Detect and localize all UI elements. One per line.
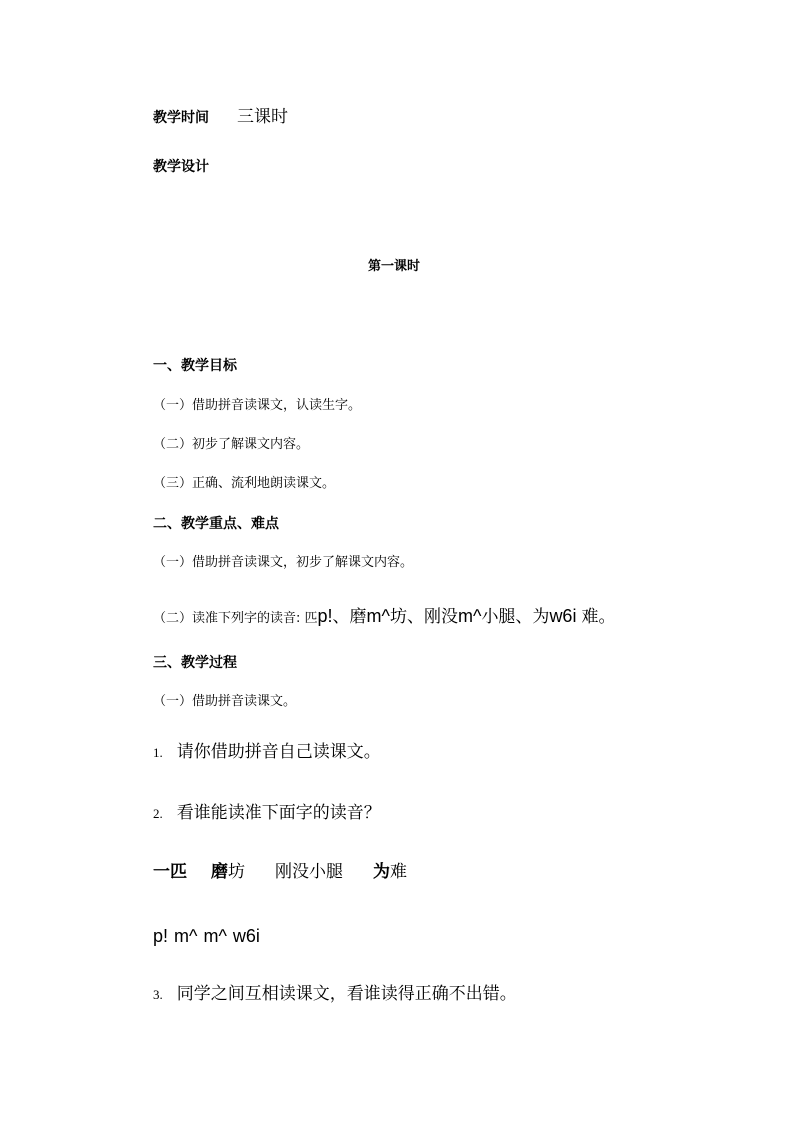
lesson-title: 第一课时 [368,259,421,274]
word-2-rest: 坊 [228,862,245,882]
section2-item-1: （一）借助拼音读课文，初步了解课文内容。 [153,555,414,570]
pronunciation-text-3: 小腿、为 [481,607,550,627]
pinyin-4: w6i [549,606,577,626]
step-2 [153,805,381,822]
word-4-rest: 难 [390,862,407,882]
step-3 [153,986,517,1003]
pronunciation-text-2: 坊、刚没 [389,607,458,627]
pinyin-1: p! [317,606,333,626]
section1-item-3: （三）正确、流利地朗读课文。 [153,476,336,491]
pronunciation-prefix: （二）读准下列字的读音: 匹 [153,611,318,626]
teaching-time-label: 教学时间 [153,110,209,126]
pronunciation-text-1: 、磨 [332,607,367,627]
teaching-design-label: 教学设计 [153,159,209,175]
section2-heading: 二、教学重点、难点 [153,516,279,532]
step-2-number: 2. [153,806,163,821]
word-2-bold: 磨 [211,862,228,882]
step-3-number: 3. [153,987,163,1002]
pronunciation-text-4: 难。 [581,607,616,627]
teaching-time-row [153,109,288,126]
step-1-number: 1. [153,745,163,760]
word-3: 刚没小腿 [275,862,343,882]
step-3-text: 同学之间互相读课文，看谁读得正确不出错。 [176,984,517,1004]
step-1-text: 请你借助拼音自己读课文。 [176,742,381,762]
section2-item-2 [153,607,615,626]
section3-item-1: （一）借助拼音读课文。 [153,694,297,709]
section1-item-2: （二）初步了解课文内容。 [153,437,310,452]
section3-heading: 三、教学过程 [153,655,237,671]
step-1 [153,744,381,761]
pinyin-3: m^ [457,606,482,626]
step-2-text: 看谁能读准下面字的读音？ [176,803,381,823]
pinyin-2: m^ [366,606,390,626]
word-list [153,864,407,881]
teaching-time-value: 三课时 [237,107,288,127]
section1-item-1: （一）借助拼音读课文，认读生字。 [153,398,362,413]
section1-heading: 一、教学目标 [153,358,237,374]
word-1: 一匹 [153,862,187,882]
pinyin-line: p! m^ m^ w6i [153,926,260,946]
word-4-bold: 为 [373,862,390,882]
